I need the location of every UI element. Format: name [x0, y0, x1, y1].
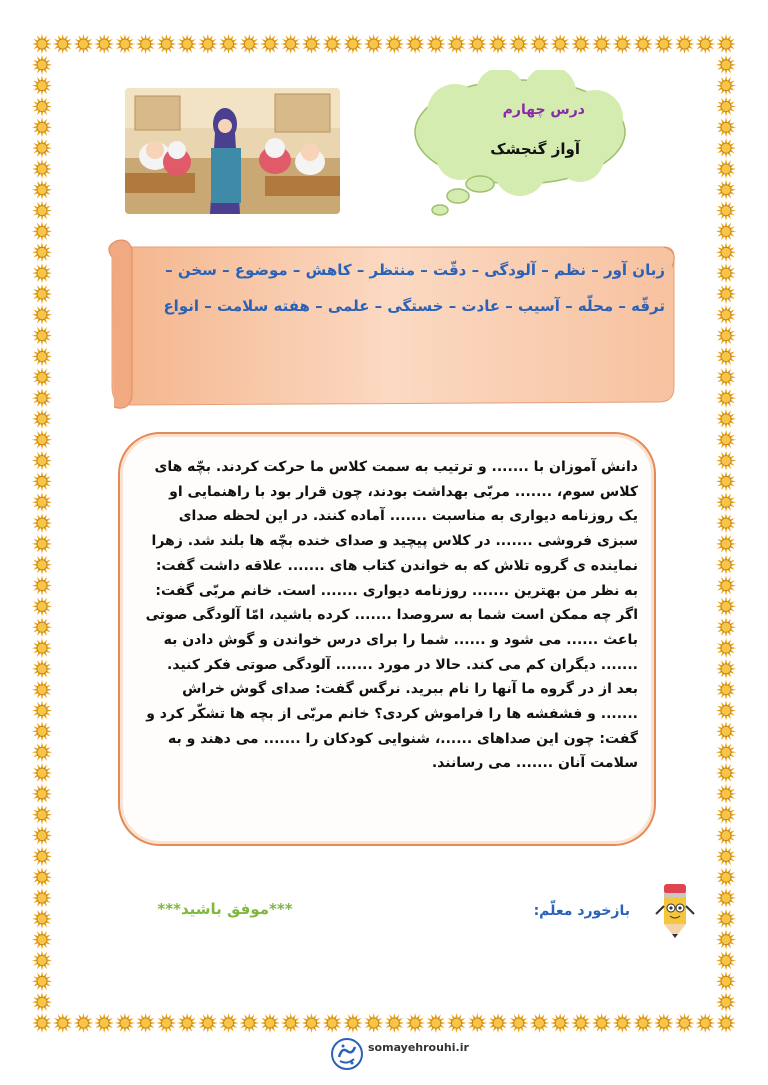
sun-ornament — [716, 326, 736, 346]
sun-ornament — [32, 76, 52, 96]
sun-ornament — [716, 638, 736, 658]
vocabulary-line: زبان آور – نظم – آلودگی – دقّت – منتظر – کاهش – موضوع – سخن – — [165, 261, 665, 279]
sun-ornament — [32, 221, 52, 241]
sun-ornament — [716, 76, 736, 96]
sun-ornament — [32, 638, 52, 658]
sun-ornament — [571, 34, 591, 54]
sun-ornament — [32, 534, 52, 554]
sun-ornament — [32, 951, 52, 971]
sun-ornament — [32, 992, 52, 1012]
sun-ornament — [32, 513, 52, 533]
sun-ornament — [716, 409, 736, 429]
sun-ornament — [32, 117, 52, 137]
sun-ornament — [239, 1013, 259, 1033]
passage-line: به نظر من بهترین ....... روزنامه دیواری ....... است. خانم مربّی گفت: — [155, 582, 638, 599]
sun-ornament — [716, 846, 736, 866]
sun-ornament — [716, 742, 736, 762]
sun-ornament — [260, 34, 280, 54]
passage-line: دانش آموزان با ....... و ترتیب به سمت کلاس ما حرکت کردند. بچّه های — [154, 459, 638, 475]
passage-line: سبزی فروشی ....... در کلاس پیچید و صدای خنده بچّه ها بلند شد. زهرا — [151, 533, 638, 550]
sun-ornament — [322, 34, 342, 54]
sun-ornament — [32, 971, 52, 991]
website-url: somayehrouhi.ir — [368, 1041, 469, 1054]
sun-ornament — [716, 1013, 736, 1033]
sun-ornament — [716, 888, 736, 908]
sun-ornament — [115, 1013, 135, 1033]
sun-ornament — [592, 34, 612, 54]
sun-ornament — [716, 471, 736, 491]
sun-ornament — [716, 659, 736, 679]
sun-ornament — [716, 346, 736, 366]
sun-ornament — [695, 34, 715, 54]
sun-ornament — [550, 34, 570, 54]
sun-ornament — [94, 34, 114, 54]
sun-ornament — [716, 805, 736, 825]
passage-line: اگر چه ممکن است شما به سروصدا ....... کرده باشید، امّا آلودگی صوتی — [145, 607, 638, 624]
sun-ornament — [156, 1013, 176, 1033]
sun-ornament — [301, 1013, 321, 1033]
sun-ornament — [716, 576, 736, 596]
passage-line: باعث ...... می شود و ...... شما را برای درس خواندن و گوش دادن به — [163, 631, 638, 648]
sun-ornament — [198, 34, 218, 54]
sun-ornament — [136, 1013, 156, 1033]
sun-ornament — [426, 1013, 446, 1033]
sun-ornament — [115, 34, 135, 54]
sun-ornament — [654, 1013, 674, 1033]
sun-ornament — [32, 617, 52, 637]
sun-ornament — [32, 1013, 52, 1033]
sun-ornament — [32, 159, 52, 179]
sun-ornament — [32, 576, 52, 596]
sun-ornament — [675, 34, 695, 54]
sun-ornament — [32, 180, 52, 200]
sun-ornament — [32, 888, 52, 908]
sun-ornament — [32, 451, 52, 471]
sun-ornament — [32, 284, 52, 304]
passage-line: بعد از در گروه ما آنها را نام ببرید. نرگس گفت: صدای گوش خراش — [182, 681, 638, 698]
sun-ornament — [716, 96, 736, 116]
lesson-title: آواز گنجشک — [490, 140, 580, 158]
sun-ornament — [612, 34, 632, 54]
sun-ornament — [488, 1013, 508, 1033]
sun-ornament — [32, 846, 52, 866]
passage-line: سلامت آنان ....... می رسانند. — [431, 755, 638, 772]
sun-ornament — [32, 742, 52, 762]
sun-ornament — [32, 763, 52, 783]
sun-ornament — [529, 34, 549, 54]
sun-ornament — [716, 430, 736, 450]
sun-ornament — [695, 1013, 715, 1033]
sun-ornament — [32, 909, 52, 929]
sun-ornament — [32, 555, 52, 575]
sun-ornament — [716, 596, 736, 616]
sun-ornament — [716, 117, 736, 137]
sun-ornament — [716, 555, 736, 575]
sun-ornament — [32, 721, 52, 741]
sun-ornament — [32, 430, 52, 450]
sun-ornament — [53, 34, 73, 54]
sun-ornament — [53, 1013, 73, 1033]
sun-ornament — [32, 388, 52, 408]
sun-ornament — [73, 34, 93, 54]
passage-text — [128, 455, 638, 776]
motto-text: ***موفق باشید*** — [157, 900, 293, 918]
sun-ornament — [32, 680, 52, 700]
sun-ornament — [32, 659, 52, 679]
sun-ornament — [612, 1013, 632, 1033]
sun-ornament — [32, 346, 52, 366]
sun-ornament — [198, 1013, 218, 1033]
sun-ornament — [633, 34, 653, 54]
vocabulary-line: ترقّه – محلّه – آسیب – عادت – خستگی – علمی – هفته سلامت – انواع — [163, 297, 665, 315]
sun-ornament — [447, 1013, 467, 1033]
sun-ornament — [447, 34, 467, 54]
sun-ornament — [405, 34, 425, 54]
sun-ornament — [467, 34, 487, 54]
sun-ornament — [32, 701, 52, 721]
sun-ornament — [32, 326, 52, 346]
sun-ornament — [32, 492, 52, 512]
sun-ornament — [94, 1013, 114, 1033]
sun-ornament — [177, 34, 197, 54]
sun-ornament — [73, 1013, 93, 1033]
sun-ornament — [716, 367, 736, 387]
sun-ornament — [426, 34, 446, 54]
passage-line: ....... و فشفشه ها را فراموش کردی؟ خانم مربّی از بچه ها تشکّر کرد و — [146, 706, 638, 723]
pencil-icon — [652, 880, 698, 940]
sun-ornament — [716, 930, 736, 950]
sun-ornament — [716, 951, 736, 971]
passage-line: گفت: چون این صداهای ......، شنوایی کودکان را ....... می دهند و به — [167, 730, 638, 747]
sun-ornament — [343, 1013, 363, 1033]
sun-ornament — [32, 55, 52, 75]
sun-ornament — [32, 409, 52, 429]
sun-ornament — [716, 138, 736, 158]
sun-ornament — [32, 96, 52, 116]
sun-ornament — [509, 1013, 529, 1033]
sun-ornament — [550, 1013, 570, 1033]
passage-line: ....... دیگران کم می کند. حالا در مورد ....... آلودگی صوتی فکر کنید. — [167, 656, 638, 673]
sun-ornament — [384, 1013, 404, 1033]
sun-ornament — [716, 617, 736, 637]
sun-ornament — [384, 34, 404, 54]
sun-ornament — [32, 826, 52, 846]
sun-ornament — [716, 263, 736, 283]
sun-ornament — [219, 1013, 239, 1033]
sun-ornament — [716, 721, 736, 741]
sun-ornament — [509, 34, 529, 54]
passage-line: یک روزنامه دیواری به مناسبت ....... آماده کنند. در این لحظه صدای — [178, 508, 638, 525]
sun-ornament — [654, 34, 674, 54]
passage-line: کلاس سوم، ....... مربّی بهداشت بودند، چون قرار بود با راهنمایی او — [169, 483, 638, 500]
sun-ornament — [405, 1013, 425, 1033]
sun-ornament — [592, 1013, 612, 1033]
sun-ornament — [716, 680, 736, 700]
sun-ornament — [716, 55, 736, 75]
sun-ornament — [716, 305, 736, 325]
sun-ornament — [301, 34, 321, 54]
lesson-number: درس چهارم — [502, 102, 585, 118]
sun-ornament — [177, 1013, 197, 1033]
teacher-feedback-label: بازخورد معلّم: — [533, 903, 630, 919]
sun-ornament — [716, 159, 736, 179]
sun-ornament — [322, 1013, 342, 1033]
sun-ornament — [716, 701, 736, 721]
sun-ornament — [716, 513, 736, 533]
sun-ornament — [32, 305, 52, 325]
sun-ornament — [675, 1013, 695, 1033]
sun-ornament — [32, 930, 52, 950]
sun-ornament — [32, 596, 52, 616]
sun-ornament — [716, 971, 736, 991]
sun-ornament — [716, 784, 736, 804]
sun-ornament — [716, 221, 736, 241]
sun-ornament — [32, 805, 52, 825]
classroom-illustration — [125, 88, 340, 214]
sun-ornament — [488, 34, 508, 54]
sun-ornament — [716, 180, 736, 200]
sun-ornament — [716, 909, 736, 929]
sun-ornament — [716, 201, 736, 221]
sun-ornament — [32, 34, 52, 54]
sun-ornament — [467, 1013, 487, 1033]
sun-ornament — [633, 1013, 653, 1033]
sun-ornament — [260, 1013, 280, 1033]
sun-ornament — [156, 34, 176, 54]
sun-ornament — [32, 867, 52, 887]
sun-ornament — [32, 367, 52, 387]
sun-ornament — [716, 867, 736, 887]
sun-ornament — [716, 451, 736, 471]
sun-ornament — [32, 242, 52, 262]
sun-ornament — [281, 1013, 301, 1033]
sun-ornament — [716, 388, 736, 408]
sun-ornament — [716, 992, 736, 1012]
sun-ornament — [716, 763, 736, 783]
sun-ornament — [239, 34, 259, 54]
sun-ornament — [364, 1013, 384, 1033]
sun-ornament — [716, 534, 736, 554]
sun-ornament — [716, 284, 736, 304]
sun-ornament — [716, 242, 736, 262]
sun-ornament — [364, 34, 384, 54]
sun-ornament — [529, 1013, 549, 1033]
sun-ornament — [32, 263, 52, 283]
sun-ornament — [219, 34, 239, 54]
sun-ornament — [32, 201, 52, 221]
sun-ornament — [32, 138, 52, 158]
sun-ornament — [716, 492, 736, 512]
sun-ornament — [716, 34, 736, 54]
passage-line: نماینده ی گروه تلاش که به خواندن کتاب های ....... علاقه داشت گفت: — [155, 557, 638, 574]
sun-ornament — [32, 784, 52, 804]
vocabulary-list — [145, 252, 665, 324]
sun-ornament — [343, 34, 363, 54]
logo-icon — [330, 1037, 364, 1071]
sun-ornament — [281, 34, 301, 54]
sun-ornament — [136, 34, 156, 54]
sun-ornament — [716, 826, 736, 846]
sun-ornament — [32, 471, 52, 491]
sun-ornament — [571, 1013, 591, 1033]
